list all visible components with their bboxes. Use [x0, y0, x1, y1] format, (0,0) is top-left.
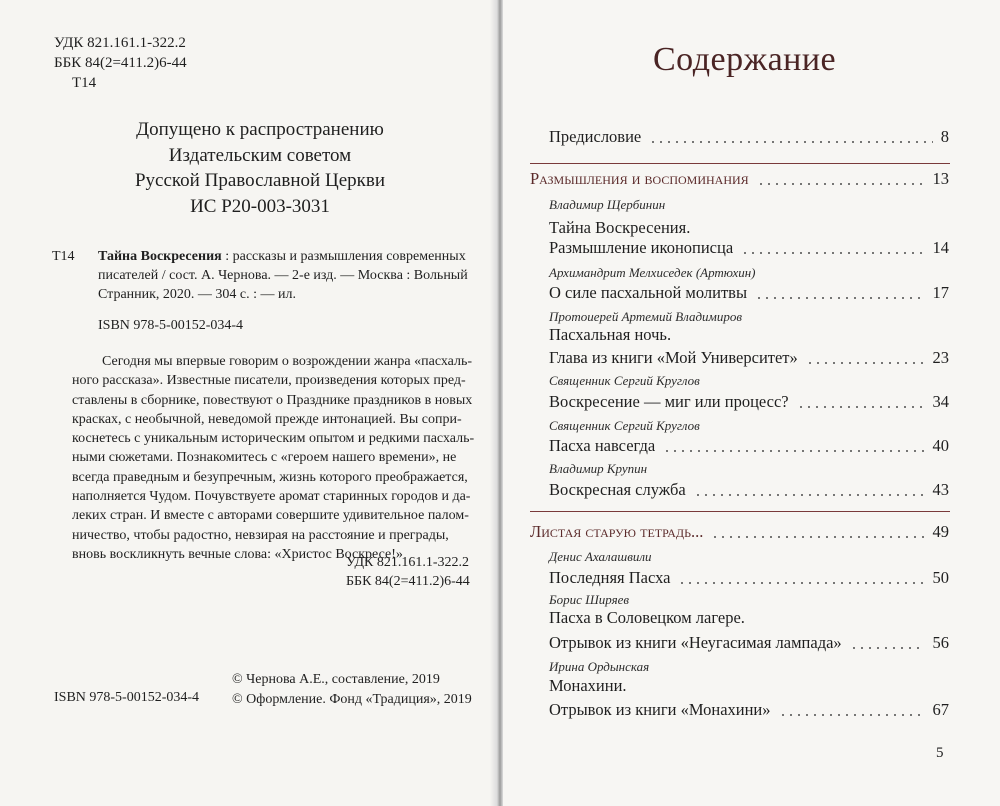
annotation-line: коснетесь с уникальным историческим опытом и редкими пасхаль- [72, 431, 475, 447]
udk-code-bottom: УДК 821.161.1-322.2 [346, 555, 470, 570]
toc-author: Владимир Щербинин [549, 197, 666, 212]
toc-leader-dots [850, 647, 924, 649]
toc-section[interactable] [530, 167, 949, 191]
book-title: Тайна Воскресения [98, 249, 222, 264]
toc-author: Ирина Ордынская [549, 659, 650, 674]
annotation-line: ными сюжетами. Познакомитесь с «героем нашего времени», не [72, 450, 457, 466]
approval-line: Допущено к распространению [136, 119, 384, 140]
toc-leader-dots [797, 406, 924, 408]
annotation-line: Сегодня мы впервые говорим о возрождении жанра «пасхаль- [102, 354, 473, 369]
toc-page-number: 50 [932, 568, 949, 587]
toc-entry[interactable] [549, 631, 949, 655]
toc-title-line: Монахини. [549, 676, 627, 695]
annotation-line: вновь воскликнуть вечные слова: «Христос Воскресе!» [72, 546, 403, 562]
toc-author: Борис Ширяев [549, 592, 630, 607]
toc-title-line: Пасха в Соловецком лагере. [549, 608, 745, 627]
section-rule [530, 511, 950, 512]
annotation-line: всегда праведным и безупречным, жизнь которого преображается, [72, 469, 468, 485]
toc-entry-label: Предисловие [549, 127, 642, 146]
classification-codes-bottom [346, 553, 470, 591]
bbk-code-bottom: ББК 84(2=411.2)6-44 [346, 574, 470, 589]
toc-entry-label: Воскресение — миг или процесс? [549, 392, 789, 411]
author-mark: Т14 [72, 75, 97, 91]
toc-entry[interactable] [549, 346, 949, 370]
annotation-line: леких стран. И вместе с авторами совершите удивительное палом- [72, 508, 469, 524]
toc-entry[interactable] [549, 281, 949, 305]
toc-section-label: Листая старую тетрадь... [530, 522, 704, 541]
isbn-bottom: ISBN 978-5-00152-034-4 [54, 690, 200, 705]
toc-entry-label: Пасха навсегда [549, 436, 656, 455]
toc-entry[interactable] [549, 125, 949, 149]
toc-author: Священник Сергий Круглов [549, 418, 700, 433]
toc-section-label: Размышления и воспоминания [530, 169, 749, 188]
toc-leader-dots [779, 714, 924, 716]
toc-section[interactable] [530, 520, 949, 544]
toc-entry-label: Отрывок из книги «Монахини» [549, 700, 771, 719]
annotation-line: красках, с необычной, неведомой прежде интонацией. Вы сопри- [72, 411, 462, 427]
annotation [72, 352, 492, 564]
approval-line: Русской Православной Церкви [134, 170, 385, 191]
toc-entry[interactable] [549, 698, 949, 722]
isbn-top: ISBN 978-5-00152-034-4 [98, 318, 244, 333]
toc-page-number: 23 [932, 348, 949, 367]
biblio-code: Т14 [52, 249, 75, 264]
approval-block [0, 117, 520, 219]
toc-page-number: 14 [932, 238, 949, 257]
annotation-line: ного рассказа». Известные писатели, произведения которых пред- [72, 373, 466, 389]
toc-entry[interactable] [549, 236, 949, 260]
toc-page-number: 43 [932, 480, 949, 499]
bbk-code: ББК 84(2=411.2)6-44 [54, 55, 187, 71]
toc-title: Содержание [653, 41, 837, 78]
annotation-line: ничество, чтобы радостно, невзирая на расстояние и преграды, [72, 527, 449, 543]
toc-entry-label: О силе пасхальной молитвы [549, 283, 748, 302]
toc-entry-label: Воскресная служба [549, 480, 686, 499]
left-page [0, 0, 497, 806]
toc-entry-label: Размышление иконописца [549, 238, 734, 257]
toc-title-line: Пасхальная ночь. [549, 325, 672, 344]
toc-entry-label: Последняя Пасха [549, 568, 671, 587]
toc-page-number: 34 [932, 392, 949, 411]
toc-author: Владимир Крупин [549, 461, 648, 476]
toc-leader-dots [757, 183, 924, 185]
classification-codes-top [54, 33, 187, 93]
toc-leader-dots [663, 450, 924, 452]
toc-page-number: 40 [932, 436, 949, 455]
page-number: 5 [936, 745, 944, 761]
toc-entry-label: Отрывок из книги «Неугасимая лампада» [549, 633, 842, 652]
copyright-line: © Чернова А.Е., составление, 2019 [232, 672, 440, 687]
toc-author: Священник Сергий Круглов [549, 373, 700, 388]
toc-leader-dots [806, 362, 924, 364]
udk-code: УДК 821.161.1-322.2 [54, 35, 186, 51]
annotation-line: наполняется Чудом. Почувствуете аромат старинных городов и да- [72, 489, 471, 505]
toc-page-number: 13 [932, 169, 949, 188]
biblio-line-2: писателей / сост. А. Чернова. — 2-е изд. — Москва : Вольный [98, 268, 468, 283]
annotation-line: ставлены в сборнике, повествуют о Празднике праздников в новых [72, 392, 473, 408]
biblio-line-3: Странник, 2020. — 304 с. : — ил. [98, 287, 297, 302]
toc-entry[interactable] [549, 390, 949, 414]
toc-entry[interactable] [549, 478, 949, 502]
biblio-line-1 [98, 247, 466, 266]
toc-page-number: 8 [940, 127, 949, 146]
toc-leader-dots [694, 494, 924, 496]
toc-entry-label: Глава из книги «Мой Университет» [549, 348, 798, 367]
toc-page-number: 67 [932, 700, 949, 719]
section-rule [530, 163, 950, 164]
toc-leader-dots [741, 252, 924, 254]
toc-page-number: 56 [932, 633, 949, 652]
toc-author: Архимандрит Мелхиседек (Артюхин) [549, 265, 756, 280]
toc-author: Протоиерей Артемий Владимиров [549, 309, 743, 324]
toc-entry[interactable] [549, 434, 949, 458]
toc-entry[interactable] [549, 566, 949, 590]
copyright-line: © Оформление. Фонд «Традиция», 2019 [232, 692, 472, 707]
toc-author: Денис Ахалашвили [549, 549, 652, 564]
toc-leader-dots [649, 141, 933, 143]
toc-leader-dots [755, 297, 924, 299]
toc-leader-dots [678, 582, 924, 584]
biblio-subtitle: : рассказы и размышления современных [221, 249, 466, 264]
approval-line: Издательским советом [168, 144, 352, 166]
approval-number: ИС Р20-003-3031 [190, 195, 330, 217]
toc-page-number: 17 [932, 283, 949, 302]
toc-page-number: 49 [932, 522, 949, 541]
toc-title-line: Тайна Воскресения. [549, 218, 691, 237]
toc-leader-dots [711, 536, 924, 538]
copyright-block [232, 670, 472, 710]
